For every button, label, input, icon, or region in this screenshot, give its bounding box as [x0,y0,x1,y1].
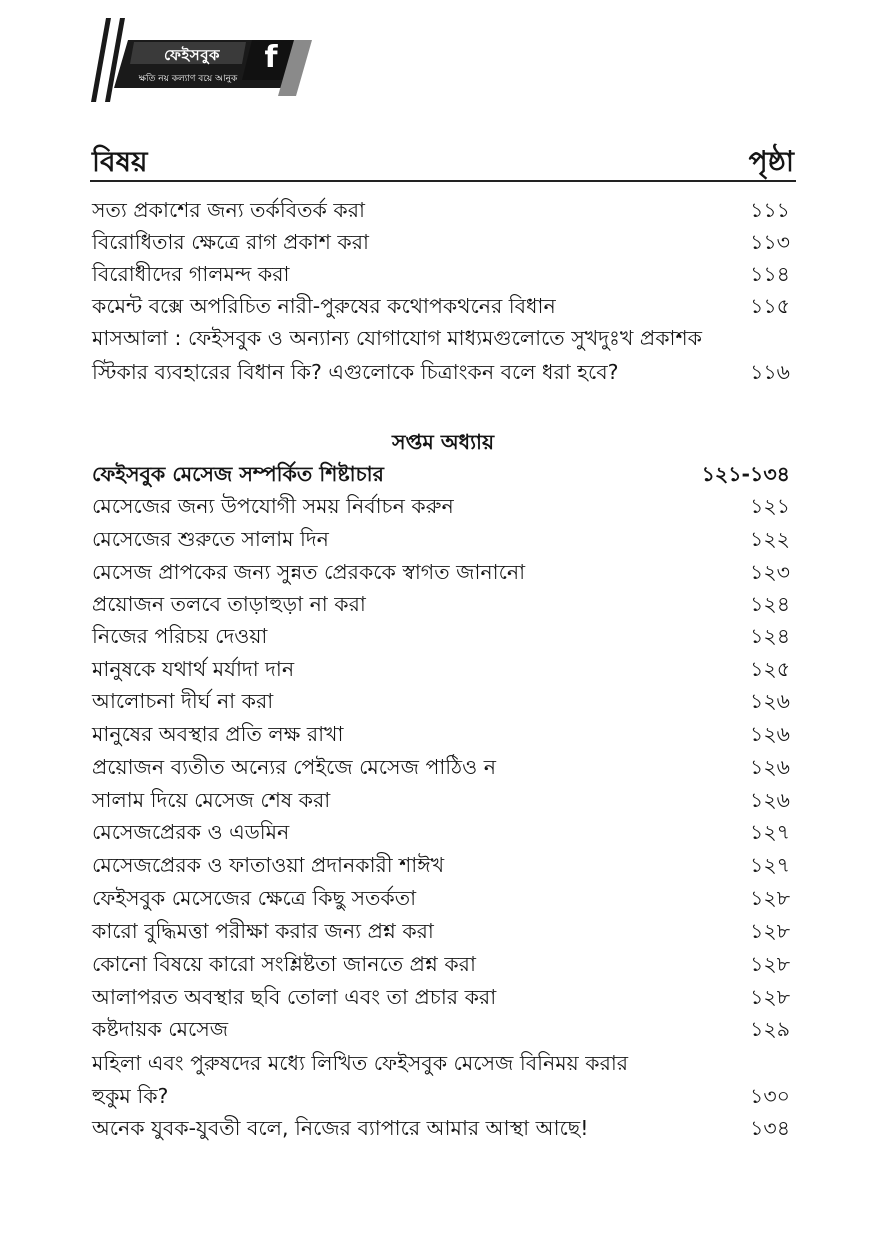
toc-entry [92,849,790,881]
toc-entry-page: ১২৫ [750,657,790,681]
toc-entry-title: স্টিকার ব্যবহারের বিধান কি? এগুলোকে চিত্রাংকন বলে ধরা হবে? [92,360,619,384]
toc-entry [92,751,790,783]
toc-entry [92,620,790,652]
toc-entry [92,784,790,816]
toc-entry [92,1047,790,1079]
toc-entry-title: কারো বুদ্ধিমত্তা পরীক্ষা করার জন্য প্রশ্ন করা [92,919,434,943]
toc-entry-page: ১৩৪ [750,1116,790,1140]
toc-entry-title: মেসেজপ্রেরক ও ফাতাওয়া প্রদানকারী শাঈখ [92,853,445,877]
toc-entry-page: ১২৩ [750,560,790,584]
toc-entry-title: মানুষের অবস্থার প্রতি লক্ষ রাখা [92,722,344,746]
chapter-heading: সপ্তম অধ্যায় [391,430,495,454]
toc-entry-page: ১২৮ [750,952,790,976]
toc-entry-title: মেসেজের শুরুতে সালাম দিন [92,527,329,551]
toc-entry [92,194,790,226]
toc-entry-title: ফেইসবুক মেসেজের ক্ষেত্রে কিছু সতর্কতা [92,886,417,910]
toc-entry [92,1080,790,1112]
toc-entry-page: ১২৬ [750,722,790,746]
toc-entry-title: প্রয়োজন তলবে তাড়াহুড়া না করা [92,592,366,616]
toc-entry-page: ১২৪ [750,624,790,648]
toc-entry [92,523,790,555]
toc-entry-title: মহিলা এবং পুরুষদের মধ্যে লিখিত ফেইসবুক মেসেজ বিনিময় করার [92,1051,629,1075]
toc-entry-page: ১২৮ [750,919,790,943]
toc-entry [92,981,790,1013]
toc-entry [92,653,790,685]
toc-entry-title: মানুষকে যথার্থ মর্যাদা দান [92,657,295,681]
toc-entry-page: ১২৬ [750,689,790,713]
toc-entry-title: নিজের পরিচয় দেওয়া [92,624,268,648]
toc-entry-page: ১২৭ [750,820,790,844]
toc-entry [92,356,790,388]
banner-graphic [0,0,869,110]
toc-entry-page: ১৩০ [750,1084,790,1108]
toc-entry-page: ১২৭ [750,853,790,877]
toc-entry [92,490,790,522]
toc-entry-page: ১২৬ [750,788,790,812]
toc-entry-page: ১২৯ [750,1017,790,1041]
chapter-title: ফেইসবুক মেসেজ সম্পর্কিত শিষ্টাচার [92,462,384,486]
toc-entry-title: মেসেজপ্রেরক ও এডমিন [92,820,290,844]
toc-entry [92,915,790,947]
toc-entry-title: আলোচনা দীর্ঘ না করা [92,689,274,713]
page-heading: পৃষ্ঠা [748,145,794,178]
toc-entry [92,685,790,717]
banner-subtitle: ক্ষতি নয় কল্যাণ বয়ে আনুক [138,74,238,84]
toc-entry [92,258,790,290]
toc-entry-page: ১২১ [750,494,790,518]
toc-entry-title: বিরোধীদের গালমন্দ করা [92,262,290,286]
toc-entry-page: ১২৮ [750,985,790,1009]
header-banner [0,0,869,110]
toc-entry [92,290,790,322]
toc-entry-title: হুকুম কি? [92,1084,169,1108]
toc-entry [92,322,790,354]
subject-heading: বিষয় [92,145,148,178]
toc-entry [92,882,790,914]
toc-entry-page: ১১৬ [750,360,790,384]
toc-entry-title: সালাম দিয়ে মেসেজ শেষ করা [92,788,331,812]
toc-entry-title: কষ্টদায়ক মেসেজ [92,1017,229,1041]
toc-entry-page: ১১৪ [750,262,790,286]
toc-entry-page: ১১৫ [750,294,790,318]
toc-entry [92,948,790,980]
toc-entry-title: বিরোধিতার ক্ষেত্রে রাগ প্রকাশ করা [92,230,369,254]
toc-entry [92,226,790,258]
toc-entry-title: সত্য প্রকাশের জন্য তর্কবিতর্ক করা [92,198,365,222]
toc-entry [92,718,790,750]
toc-entry-title: মেসেজ প্রাপকের জন্য সুন্নত প্রেরককে স্বাগত জানানো [92,560,526,584]
toc-entry [92,1112,790,1144]
chapter-title-row [92,458,790,490]
toc-entry-title: কমেন্ট বক্সে অপরিচিত নারী-পুরুষের কথোপকথনের বিধান [92,294,556,318]
toc-entry-page: ১১৩ [750,230,790,254]
banner-title: ফেইসবুক [163,46,221,64]
toc-entry [92,816,790,848]
toc-entry-page: ১১১ [750,198,790,222]
toc-entry-title: প্রয়োজন ব্যতীত অন্যের পেইজে মেসেজ পাঠিও ন [92,755,496,779]
facebook-logo-icon: f [264,40,278,75]
toc-entry-page: ১২৮ [750,886,790,910]
chapter-pages: ১২১-১৩৪ [701,462,790,486]
toc-entry-title: আলাপরত অবস্থার ছবি তোলা এবং তা প্রচার করা [92,985,497,1009]
toc-entry-title: অনেক যুবক-যুবতী বলে, নিজের ব্যাপারে আমার আস্থা আছে! [92,1116,589,1140]
toc-entry-title: মেসেজের জন্য উপযোগী সময় নির্বাচন করুন [92,494,454,518]
toc-entry-page: ১২২ [750,527,790,551]
toc-entry-title: কোনো বিষয়ে কারো সংশ্লিষ্টতা জানতে প্রশ্ন করা [92,952,476,976]
toc-entry-page: ১২৬ [750,755,790,779]
toc-entry-title: মাসআলা : ফেইসবুক ও অন্যান্য যোগাযোগ মাধ্যমগুলোতে সুখদুঃখ প্রকাশক [92,326,702,350]
toc-entry [92,588,790,620]
toc-entry [92,1013,790,1045]
toc-entry [92,556,790,588]
toc-header [90,136,796,182]
toc-entry-page: ১২৪ [750,592,790,616]
